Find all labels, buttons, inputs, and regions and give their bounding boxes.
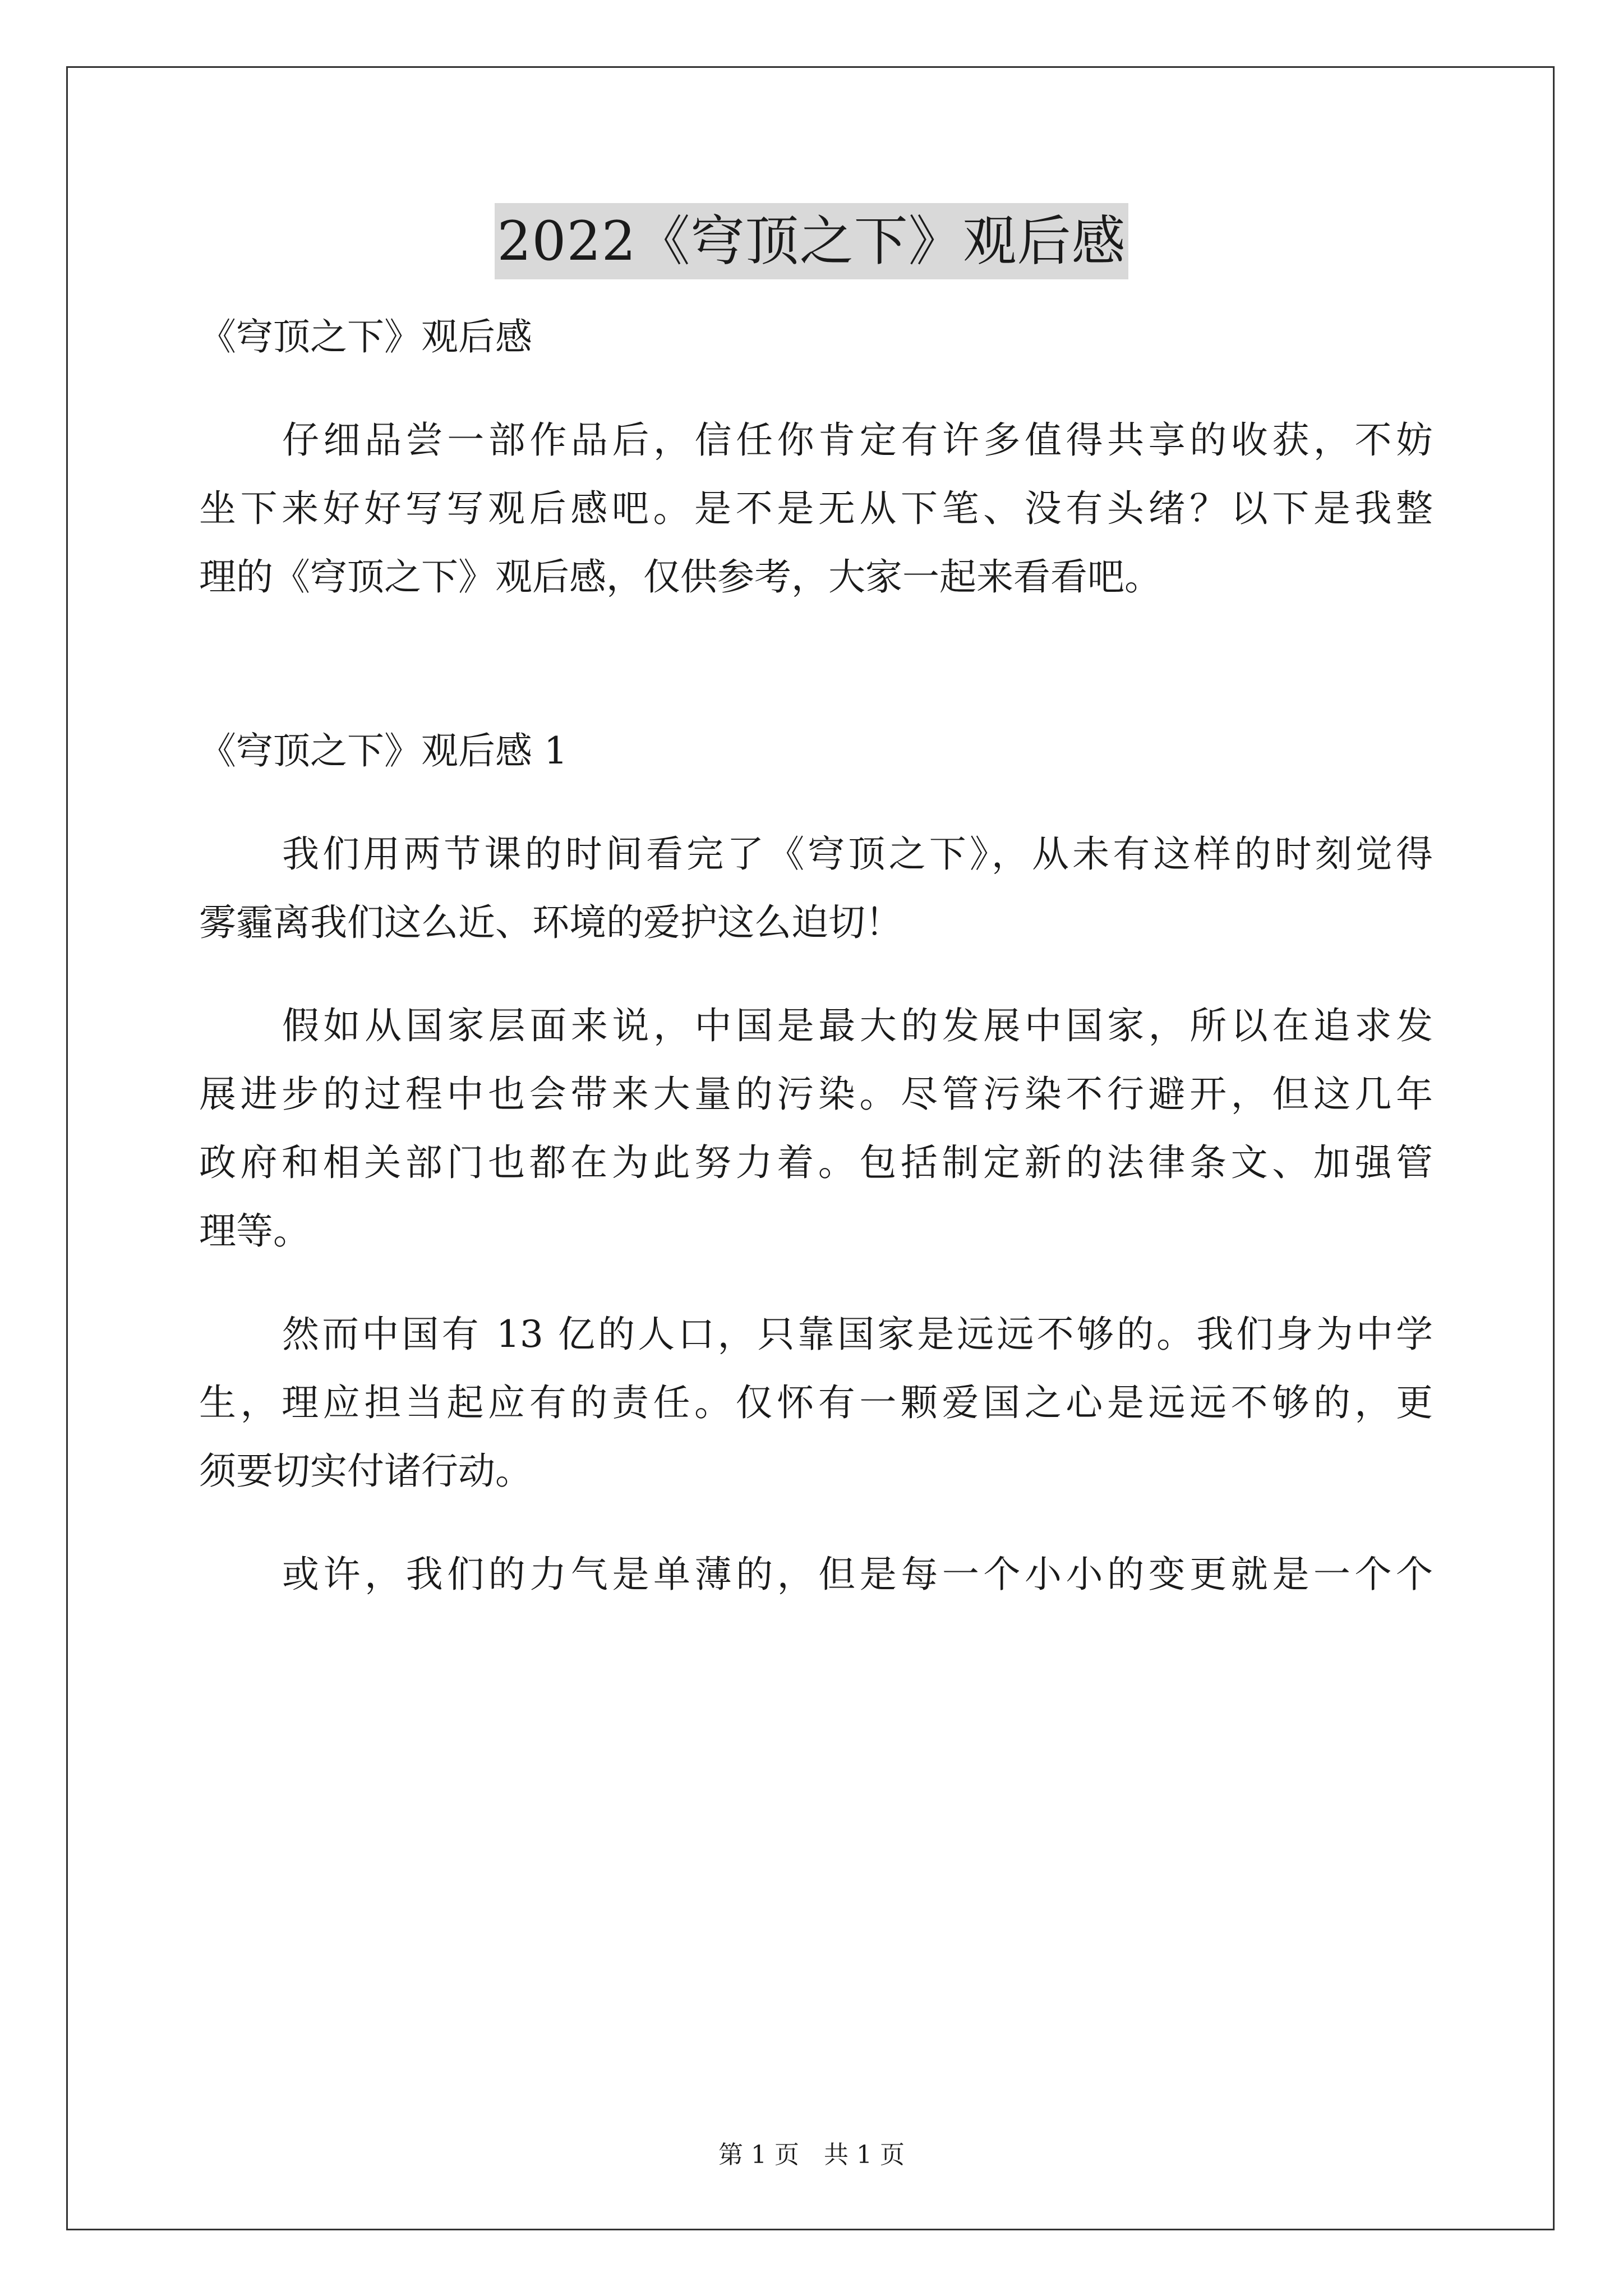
paragraph-line: 或许，我们的力气是单薄的，但是每一个小小的变更就是一个个 — [282, 1553, 1433, 1596]
paragraph-line: 我们用两节课的时间看完了《穹顶之下》，从未有这样的时刻觉得 — [282, 832, 1433, 876]
intro-line: 仔细品尝一部作品后，信任你肯定有许多值得共享的收获，不妨 — [282, 418, 1433, 462]
title-container — [0, 203, 1623, 279]
section-heading: 《穹顶之下》观后感 1 — [199, 729, 568, 772]
intro-line: 坐下来好好写写观后感吧。是不是无从下笔、没有头绪？以下是我整 — [199, 487, 1433, 530]
document-body — [199, 303, 1433, 1609]
paragraph-line: 生，理应担当起应有的责任。仅怀有一颗爱国之心是远远不够的，更 — [199, 1381, 1433, 1424]
paragraph — [199, 820, 1433, 957]
page-footer: 第 1 页 共 1 页 — [718, 2141, 905, 2169]
paragraph-line: 假如从国家层面来说，中国是最大的发展中国家，所以在追求发 — [282, 1004, 1433, 1047]
paragraph — [199, 992, 1433, 1266]
intro-line: 理的《穹顶之下》观后感，仅供参考，大家一起来看看吧。 — [199, 555, 1161, 599]
paragraph-line: 须要切实付诸行动。 — [199, 1450, 532, 1493]
document-title: 2022《穹顶之下》观后感 — [495, 203, 1128, 279]
paragraph-line: 政府和相关部门也都在为此努力着。包括制定新的法律条文、加强管 — [199, 1141, 1433, 1184]
paragraph-line: 雾霾离我们这么近、环境的爱护这么迫切！ — [199, 901, 902, 944]
paragraph-line: 然而中国有 13 亿的人口，只靠国家是远远不够的。我们身为中学 — [282, 1313, 1433, 1356]
paragraph — [199, 1300, 1433, 1506]
paragraph-line: 展进步的过程中也会带来大量的污染。尽管污染不行避开，但这几年 — [199, 1073, 1433, 1116]
intro-paragraph — [199, 406, 1433, 611]
paragraph — [199, 1540, 1433, 1609]
paragraph-line: 理等。 — [199, 1209, 310, 1253]
subtitle: 《穹顶之下》观后感 — [199, 315, 532, 358]
